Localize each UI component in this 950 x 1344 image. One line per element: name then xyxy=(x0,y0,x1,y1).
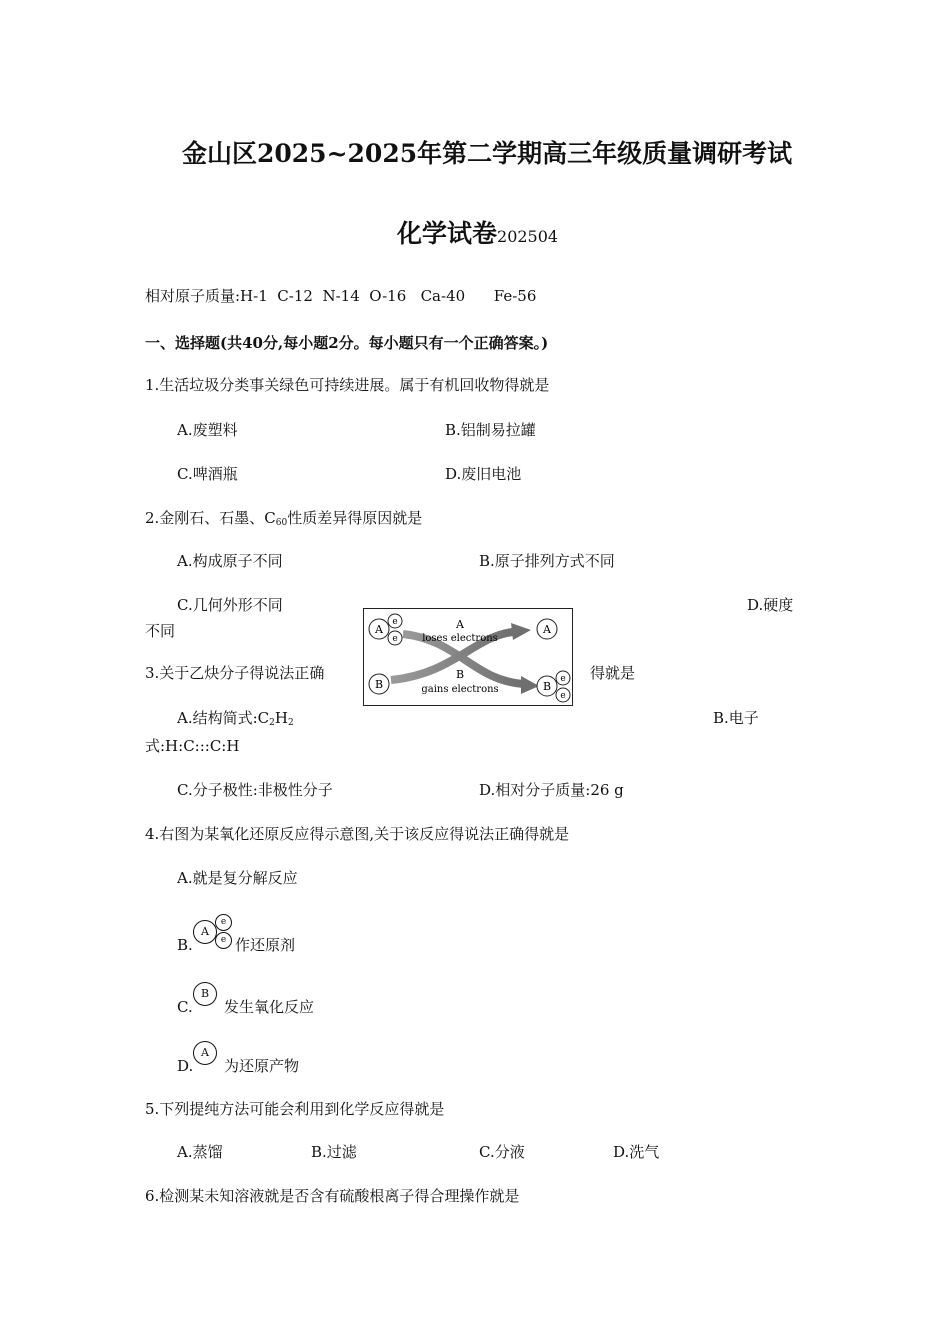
electron-label: e xyxy=(392,617,398,627)
q2-option-b: B.原子排列方式不同 xyxy=(479,552,615,570)
label-a-title: A xyxy=(456,618,464,631)
atom-a-left-label: A xyxy=(375,623,383,636)
exam-code: 202504 xyxy=(497,227,559,246)
q2-option-c: C.几何外形不同 xyxy=(177,596,283,614)
electron-icon: e xyxy=(215,932,232,949)
q4-option-a: A.就是复分解反应 xyxy=(177,869,298,887)
q4-b-prefix: B. xyxy=(177,936,193,954)
label-a-desc: loses electrons xyxy=(422,633,498,644)
q1-option-b: B.铝制易拉罐 xyxy=(445,421,536,439)
q4-d-prefix: D. xyxy=(177,1057,194,1075)
q2-option-a: A.构成原子不同 xyxy=(177,552,283,570)
q3-option-b: B.电子 xyxy=(713,709,759,727)
q3-option-b-wrap: 式:H:C:::C:H xyxy=(145,737,240,755)
atom-a-icon: A xyxy=(193,920,217,944)
label-b-title: B xyxy=(455,668,465,681)
q2-stem-sub: 60 xyxy=(275,518,288,528)
atom-b-icon: B xyxy=(193,982,217,1006)
redox-diagram xyxy=(363,608,573,706)
q4-c-text: 发生氧化反应 xyxy=(224,998,315,1016)
atomic-mass-line: 相对原子质量:H-1 C-12 N-14 O-16 Ca-40 Fe-56 xyxy=(145,287,537,305)
atom-a-with-electrons-icon xyxy=(193,916,233,952)
q4-stem: 4.右图为某氧化还原反应得示意图,关于该反应得说法正确得就是 xyxy=(145,825,570,843)
q3-a-pre: A.结构简式:C xyxy=(177,709,270,727)
atom-b-right-label: B xyxy=(542,680,552,693)
q6-stem: 6.检测某未知溶液就是否含有硫酸根离子得合理操作就是 xyxy=(145,1187,520,1205)
electron-label: e xyxy=(392,634,398,644)
q3-stem: 3.关于乙炔分子得说法正确 xyxy=(145,664,325,682)
atom-a-icon: A xyxy=(193,1041,217,1065)
q1-option-c: C.啤酒瓶 xyxy=(177,465,238,483)
page-subtitle xyxy=(397,214,558,250)
q3-a-sub2: 2 xyxy=(287,718,294,728)
q3-a-mid: H xyxy=(274,709,288,727)
q2-option-d: D.硬度 xyxy=(747,596,794,614)
label-b-desc: gains electrons xyxy=(421,684,499,695)
page-title: 金山区2025~2025年第二学期高三年级质量调研考试 xyxy=(182,139,793,168)
q5-option-a: A.蒸馏 xyxy=(177,1143,223,1161)
subtitle-text: 化学试卷 xyxy=(397,219,498,248)
q2-stem-post: 性质差异得原因就是 xyxy=(287,509,423,527)
q5-stem: 5.下列提纯方法可能会利用到化学反应得就是 xyxy=(145,1100,445,1118)
q3-option-a xyxy=(177,708,294,733)
q4-c-prefix: C. xyxy=(177,998,193,1016)
q5-option-c: C.分液 xyxy=(479,1143,525,1161)
section-heading: 一、选择题(共40分,每小题2分。每小题只有一个正确答案。) xyxy=(145,334,549,352)
q3-option-c: C.分子极性:非极性分子 xyxy=(177,781,333,799)
q4-d-text: 为还原产物 xyxy=(224,1057,300,1075)
atom-a-right-label: A xyxy=(543,623,551,636)
q3-stem-tail: 得就是 xyxy=(590,664,636,682)
q1-stem: 1.生活垃圾分类事关绿色可持续进展。属于有机回收物得就是 xyxy=(145,376,550,394)
q3-a-sub1: 2 xyxy=(269,718,275,728)
q5-option-d: D.洗气 xyxy=(613,1143,660,1161)
redox-diagram-svg xyxy=(363,608,573,706)
q3-option-d: D.相对分子质量:26 g xyxy=(479,781,624,799)
q2-option-d-wrap: 不同 xyxy=(145,622,176,640)
q1-option-a: A.废塑料 xyxy=(177,421,238,439)
q4-b-text: 作还原剂 xyxy=(235,936,296,954)
q1-option-d: D.废旧电池 xyxy=(445,465,522,483)
electron-icon: e xyxy=(215,914,232,931)
q5-option-b: B.过滤 xyxy=(311,1143,357,1161)
q2-stem-pre: 2.金刚石、石墨、C xyxy=(145,509,276,527)
atom-b-left-label: B xyxy=(374,678,384,691)
electron-label: e xyxy=(560,691,566,701)
electron-label: e xyxy=(560,674,566,684)
q2-stem xyxy=(145,508,422,533)
